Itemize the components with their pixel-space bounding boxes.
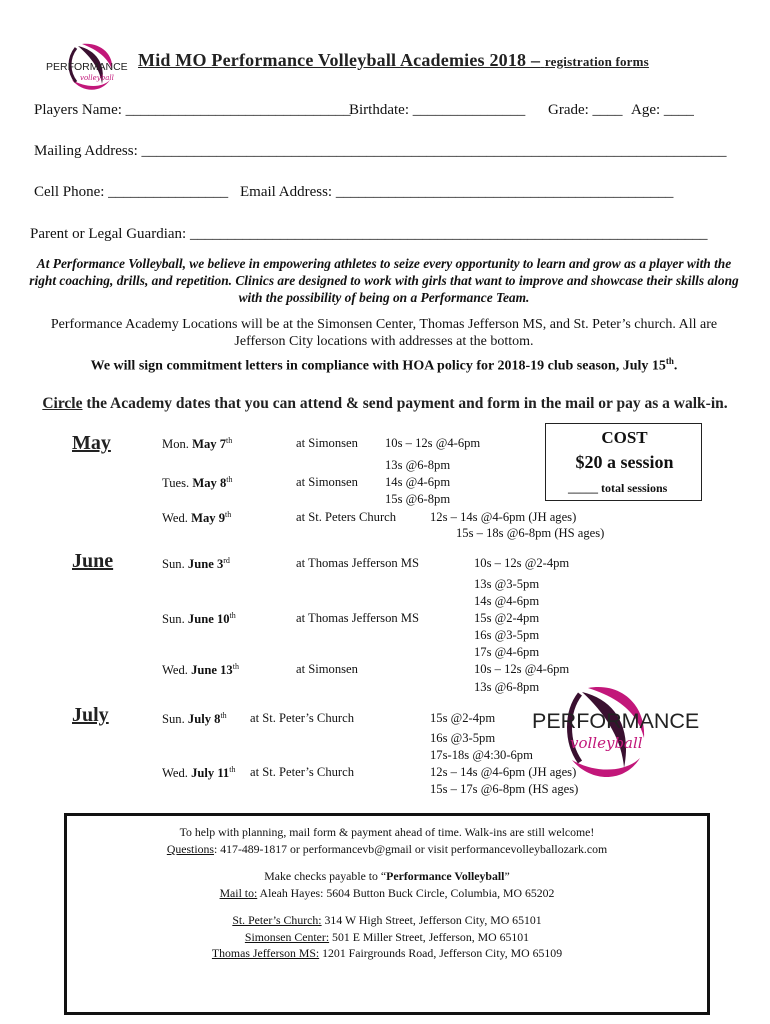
session-time: 13s @3-5pm xyxy=(474,577,540,591)
info-planning: To help with planning, mail form & payment ahead of time. Walk-ins are still welcome! xyxy=(179,825,595,839)
session-time: 14s @4-6pm xyxy=(474,594,540,608)
svg-text:PERFORMANCE: PERFORMANCE xyxy=(532,709,700,733)
email-field[interactable]: Email Address: _____________________________________________ xyxy=(240,184,674,200)
session-location: at Simonsen xyxy=(296,662,358,676)
svg-text:PERFORMANCE: PERFORMANCE xyxy=(46,61,128,73)
session-time: 12s – 14s @4-6pm (JH ages) xyxy=(430,765,577,779)
session-time: 14s @4-6pm xyxy=(385,475,451,489)
page-title: Mid MO Performance Volleyball Academies 2018 – registration forms xyxy=(138,50,649,70)
volleyball-logo-icon xyxy=(528,684,708,784)
month-may: May xyxy=(72,432,111,454)
session-time: 15s – 17s @6-8pm (HS ages) xyxy=(430,782,579,796)
session-time: 16s @3-5pm xyxy=(430,731,496,745)
commitment-note: We will sign commitment letters in compliance with HOA policy for 2018-19 club season, July 15th. xyxy=(90,356,678,374)
month-july: July xyxy=(72,704,109,726)
session-time: 10s – 12s @2-4pm xyxy=(474,556,570,570)
birthdate-field[interactable]: Birthdate: _______________ xyxy=(349,102,526,118)
mission-statement: At Performance Volleyball, we believe in empowering athletes to seize every opportunity to learn and grow as a player with the right coaching, drills, and repetition. Clinics are designed to work with girls that want to improve and showcase their skills along with the possibility of being on a Performance Team. xyxy=(29,256,739,305)
session-time: 10s – 12s @4-6pm xyxy=(474,662,570,676)
session-time: 12s – 14s @4-6pm (JH ages) xyxy=(430,510,577,524)
session-time: 15s – 18s @6-8pm (HS ages) xyxy=(456,526,605,540)
session-location: at St. Peters Church xyxy=(296,510,397,524)
info-checks: Make checks payable to “Performance Volleyball” xyxy=(264,869,510,883)
address-simonsen: Simonsen Center: 501 E Miller Street, Jefferson, MO 65101 xyxy=(244,930,530,944)
performance-logo-large xyxy=(528,684,708,784)
address-thomas-jefferson: Thomas Jefferson MS: 1201 Fairgrounds Road, Jefferson City, MO 65109 xyxy=(211,946,563,960)
cell-phone-field[interactable]: Cell Phone: ________________ xyxy=(34,184,229,200)
session-time: 16s @3-5pm xyxy=(474,628,540,642)
session-location: at St. Peter’s Church xyxy=(250,711,355,725)
grade-field[interactable]: Grade: ____ xyxy=(548,102,623,118)
volleyball-logo-icon xyxy=(42,40,132,96)
session-date-jul8[interactable]: Sun. July 8th xyxy=(162,711,227,727)
session-location: at Thomas Jefferson MS xyxy=(296,556,420,570)
cost-price: $20 a session xyxy=(575,452,674,472)
session-date-may9[interactable]: Wed. May 9th xyxy=(162,510,232,526)
address-st-peters: St. Peter’s Church: 314 W High Street, Jefferson City, MO 65101 xyxy=(232,913,542,927)
session-location: at St. Peter’s Church xyxy=(250,765,355,779)
session-time: 15s @6-8pm xyxy=(385,492,451,506)
session-time: 15s @2-4pm xyxy=(430,711,496,725)
session-time: 13s @6-8pm xyxy=(474,680,540,694)
session-date-jul11[interactable]: Wed. July 11th xyxy=(162,765,236,781)
cost-title: COST xyxy=(601,428,648,447)
svg-text:volleyball: volleyball xyxy=(80,74,114,82)
circle-instruction: Circle the Academy dates that you can attend & send payment and form in the mail or pay as a walk-in. xyxy=(42,395,728,412)
players-name-field[interactable]: Players Name: ______________________________ xyxy=(34,102,351,118)
session-time: 17s-18s @4:30-6pm xyxy=(430,748,533,762)
mailing-address-field[interactable]: Mailing Address: ______________________________________________________________________________ xyxy=(34,143,727,159)
svg-text:volleyball: volleyball xyxy=(570,734,643,752)
guardian-field[interactable]: Parent or Legal Guardian: _____________________________________________________________________ xyxy=(30,226,708,242)
age-field[interactable]: Age: ____ xyxy=(631,102,694,118)
session-date-jun3[interactable]: Sun. June 3rd xyxy=(162,556,230,572)
info-box xyxy=(64,813,710,1015)
session-date-may7[interactable]: Mon. May 7th xyxy=(162,436,233,452)
session-date-may8[interactable]: Tues. May 8th xyxy=(162,475,233,491)
total-sessions-field[interactable]: _____ total sessions xyxy=(568,481,668,495)
session-location: at Simonsen xyxy=(296,436,358,450)
session-location: at Thomas Jefferson MS xyxy=(296,611,420,625)
session-date-jun10[interactable]: Sun. June 10th xyxy=(162,611,236,627)
session-time: 15s @2-4pm xyxy=(474,611,540,625)
performance-logo-small xyxy=(42,40,132,96)
session-date-jun13[interactable]: Wed. June 13th xyxy=(162,662,239,678)
info-mail-to: Mail to: Aleah Hayes: 5604 Button Buck Circle, Columbia, MO 65202 xyxy=(219,886,555,900)
info-questions: Questions: 417-489-1817 or performancevb@gmail or visit performancevolleyballozark.com xyxy=(166,842,608,856)
month-june: June xyxy=(72,550,114,572)
locations-note: Performance Academy Locations will be at the Simonsen Center, Thomas Jefferson MS, and St. Peter’s church. All are Jefferson City locations with addresses at the bottom. xyxy=(50,317,718,349)
cost-box xyxy=(545,423,702,501)
session-time: 10s – 12s @4-6pm xyxy=(385,436,481,450)
session-location: at Simonsen xyxy=(296,475,358,489)
session-time: 13s @6-8pm xyxy=(385,458,451,472)
session-time: 17s @4-6pm xyxy=(474,645,540,659)
